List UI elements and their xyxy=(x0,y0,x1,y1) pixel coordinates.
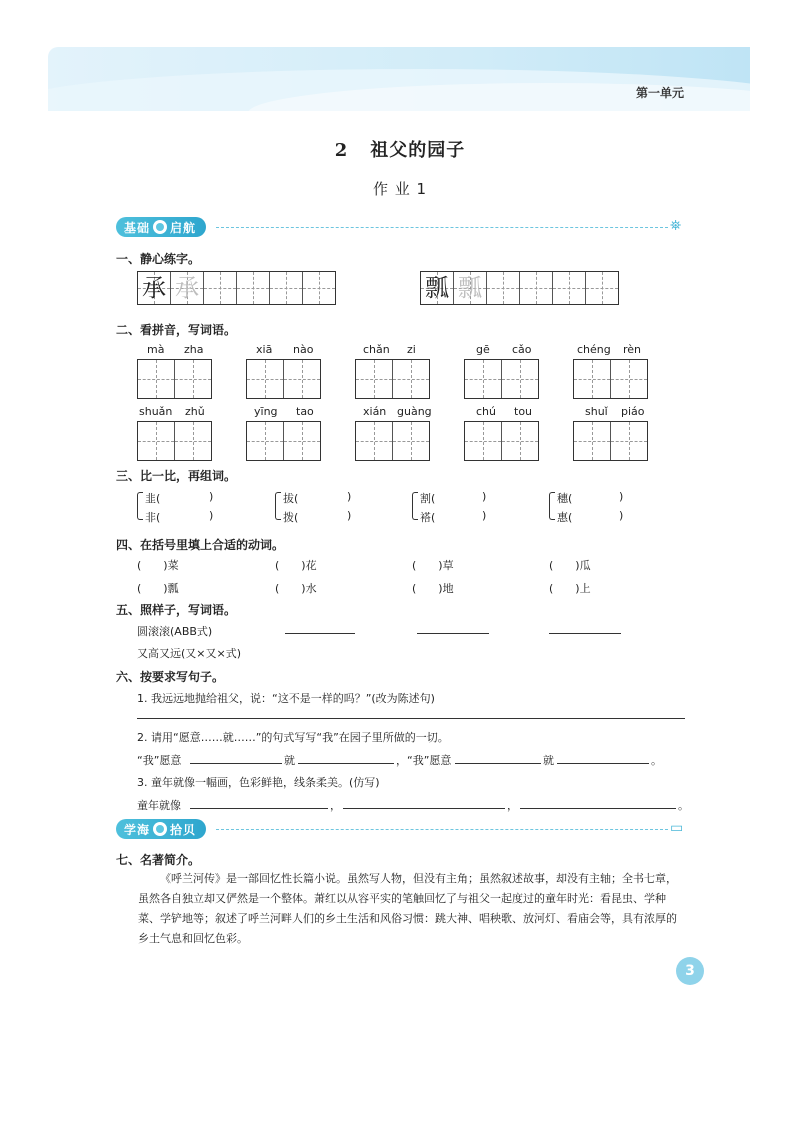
pinyin-label: gē xyxy=(476,343,490,356)
grid-cell[interactable] xyxy=(237,272,270,304)
writing-grid-2 xyxy=(420,271,619,305)
grid-cell[interactable] xyxy=(586,272,618,304)
trace-char: 瓢 xyxy=(458,274,482,302)
answer-line[interactable] xyxy=(343,808,505,809)
question-3-title: 三、比一比，再组词。 xyxy=(116,469,237,483)
paren-close: ) xyxy=(347,509,352,522)
pinyin-label: guàng xyxy=(397,405,432,418)
pinyin-label: nào xyxy=(293,343,314,356)
fill-item: ( )花 xyxy=(275,559,317,572)
sentence-task-1: 1. 我远远地抛给祖父，说：“这不是一样的吗？”(改为陈述句) xyxy=(137,692,435,705)
sentence-task-2: 2. 请用“愿意……就……”的句式写写“我”在园子里所做的一切。 xyxy=(137,731,449,744)
unit-label: 第一单元 xyxy=(635,86,684,100)
pinyin-label: xiā xyxy=(256,343,273,356)
book-icon: ▭ xyxy=(670,820,684,836)
practice-char: 承 xyxy=(142,274,166,302)
pinyin-label: rèn xyxy=(623,343,642,356)
pinyin-item xyxy=(246,405,321,461)
practice-char: 瓢 xyxy=(425,274,449,302)
grid-cell[interactable] xyxy=(204,272,237,304)
answer-box[interactable] xyxy=(175,360,211,398)
fill-item: ( )水 xyxy=(275,582,317,595)
question-7-title: 七、名著简介。 xyxy=(116,853,201,867)
compare-char: 褡( xyxy=(420,511,436,524)
answer-box[interactable] xyxy=(465,422,502,460)
writing-grid-1 xyxy=(137,271,336,305)
question-2-title: 二、看拼音，写词语。 xyxy=(116,323,237,337)
grid-cell[interactable] xyxy=(553,272,586,304)
answer-box[interactable] xyxy=(502,422,538,460)
grid-cell xyxy=(421,272,454,304)
section-divider xyxy=(216,829,668,830)
answer-box[interactable] xyxy=(611,360,647,398)
question-6-title: 六、按要求写句子。 xyxy=(116,670,225,684)
pinyin-label: zhǔ xyxy=(185,405,205,418)
brace xyxy=(137,492,143,520)
brace xyxy=(412,492,418,520)
answer-line[interactable] xyxy=(137,718,685,719)
page-number: 3 xyxy=(676,957,704,985)
question-1-title: 一、静心练字。 xyxy=(116,252,201,266)
pinyin-label: chú xyxy=(476,405,496,418)
compare-char: 拨( xyxy=(283,511,299,524)
answer-line[interactable] xyxy=(455,763,541,764)
answer-box[interactable] xyxy=(574,422,611,460)
pinyin-label: xián xyxy=(363,405,387,418)
answer-box[interactable] xyxy=(574,360,611,398)
grid-cell xyxy=(171,272,204,304)
fill-item: ( )瓢 xyxy=(137,582,179,595)
section-label: 启航 xyxy=(170,220,197,235)
answer-box[interactable] xyxy=(138,360,175,398)
pinyin-item xyxy=(573,343,648,399)
fill-item: ( )上 xyxy=(549,582,591,595)
pinyin-label: yīng xyxy=(254,405,278,418)
answer-box[interactable] xyxy=(465,360,502,398)
answer-box[interactable] xyxy=(356,422,393,460)
grid-cell[interactable] xyxy=(520,272,553,304)
lesson-title xyxy=(0,136,800,162)
grid-cell xyxy=(454,272,487,304)
answer-box[interactable] xyxy=(611,422,647,460)
section-label: 基础 xyxy=(124,220,151,235)
sentence-fill: 就 xyxy=(543,754,554,767)
pinyin-label: tao xyxy=(296,405,314,418)
pinyin-item xyxy=(464,343,539,399)
lighthouse-icon: ⛯ xyxy=(670,218,682,234)
section-divider xyxy=(216,227,668,228)
example-word: 圆滚滚(ABB式) xyxy=(137,625,213,638)
compare-char: 穗( xyxy=(557,492,573,505)
answer-line[interactable] xyxy=(298,763,394,764)
sentence-fill: ， xyxy=(330,799,341,812)
pinyin-item xyxy=(355,405,430,461)
pinyin-label: chéng xyxy=(577,343,611,356)
pinyin-item xyxy=(573,405,648,461)
section-banner-xuehai xyxy=(116,819,206,839)
compare-char: 割( xyxy=(420,492,436,505)
paren-close: ) xyxy=(209,490,214,503)
sentence-fill: 。 xyxy=(651,754,662,767)
sentence-fill: ，“我”愿意 xyxy=(396,754,452,767)
homework-title: 作 业 1 xyxy=(372,180,428,198)
grid-cell[interactable] xyxy=(487,272,520,304)
pinyin-label: cǎo xyxy=(512,343,532,356)
pinyin-label: chǎn xyxy=(363,343,390,356)
lesson-name: 祖父的园子 xyxy=(370,140,466,161)
answer-line[interactable] xyxy=(190,808,328,809)
compare-char: 惠( xyxy=(557,511,573,524)
section-label: 拾贝 xyxy=(170,822,197,837)
pinyin-label: zha xyxy=(184,343,204,356)
answer-box[interactable] xyxy=(393,360,429,398)
answer-line[interactable] xyxy=(549,633,621,634)
sentence-fill: 就 xyxy=(284,754,295,767)
pinyin-item xyxy=(137,405,212,461)
pinyin-item xyxy=(355,343,430,399)
pinyin-item xyxy=(137,343,212,399)
pinyin-label: tou xyxy=(514,405,533,418)
answer-box[interactable] xyxy=(138,422,175,460)
pinyin-label: piáo xyxy=(621,405,645,418)
answer-box[interactable] xyxy=(393,422,429,460)
pinyin-label: zi xyxy=(407,343,416,356)
question-5-title: 五、照样子，写词语。 xyxy=(116,603,237,617)
pinyin-item xyxy=(246,343,321,399)
answer-box[interactable] xyxy=(175,422,211,460)
paren-close: ) xyxy=(209,509,214,522)
sentence-fill: 童年就像 xyxy=(137,799,181,812)
section-label: 学海 xyxy=(124,822,151,837)
paren-close: ) xyxy=(482,509,487,522)
grid-cell[interactable] xyxy=(270,272,303,304)
answer-box[interactable] xyxy=(284,360,320,398)
paren-close: ) xyxy=(347,490,352,503)
fill-item: ( )菜 xyxy=(137,559,179,572)
answer-line[interactable] xyxy=(190,763,282,764)
example-word: 又高又远(又×又×式) xyxy=(137,647,242,660)
sentence-task-3: 3. 童年就像一幅画，色彩鲜艳，线条柔美。(仿写) xyxy=(137,776,380,789)
brace xyxy=(549,492,555,520)
fill-item: ( )瓜 xyxy=(549,559,591,572)
compare-char: 拔( xyxy=(283,492,299,505)
brace xyxy=(275,492,281,520)
answer-box[interactable] xyxy=(284,422,320,460)
answer-box[interactable] xyxy=(502,360,538,398)
book-intro-paragraph: 《呼兰河传》是一部回忆性长篇小说。虽然写人物，但没有主角；虽然叙述故事，却没有主轴；全书七章，虽然各自独立却又俨然是一个整体。萧红以从容平实的笔触回忆了与祖父一起度过的童年时光：看昆虫、学种菜、学铲地等；叙述了呼兰河畔人们的乡土生活和风俗习惯：跳大神、唱秧歌、放河灯、看庙会等，具有浓厚的乡土气息和回忆色彩。 xyxy=(138,872,677,945)
sentence-fill: “我”愿意 xyxy=(137,754,182,767)
section-banner-jichu xyxy=(116,217,206,237)
pinyin-label: shuǎn xyxy=(139,405,173,418)
pinyin-item xyxy=(464,405,539,461)
sentence-fill: 。 xyxy=(678,799,689,812)
compare-char: 非( xyxy=(145,511,161,524)
grid-cell xyxy=(138,272,171,304)
fill-item: ( )草 xyxy=(412,559,454,572)
paren-close: ) xyxy=(619,509,624,522)
pinyin-label: mà xyxy=(147,343,165,356)
header-banner xyxy=(48,47,750,111)
answer-line[interactable] xyxy=(520,808,676,809)
answer-line[interactable] xyxy=(557,763,649,764)
trace-char: 承 xyxy=(175,274,199,302)
shell-icon xyxy=(153,822,167,836)
boat-icon xyxy=(153,220,167,234)
sentence-fill: ， xyxy=(507,799,518,812)
question-4-title: 四、在括号里填上合适的动词。 xyxy=(116,538,285,552)
answer-line[interactable] xyxy=(285,633,355,634)
fill-item: ( )地 xyxy=(412,582,454,595)
pinyin-label: shuǐ xyxy=(585,405,608,418)
lesson-number: 2 xyxy=(334,140,349,161)
answer-box[interactable] xyxy=(356,360,393,398)
answer-box[interactable] xyxy=(247,422,284,460)
grid-cell[interactable] xyxy=(303,272,335,304)
compare-char: 韭( xyxy=(145,492,161,505)
answer-line[interactable] xyxy=(417,633,489,634)
paren-close: ) xyxy=(482,490,487,503)
answer-box[interactable] xyxy=(247,360,284,398)
paren-close: ) xyxy=(619,490,624,503)
